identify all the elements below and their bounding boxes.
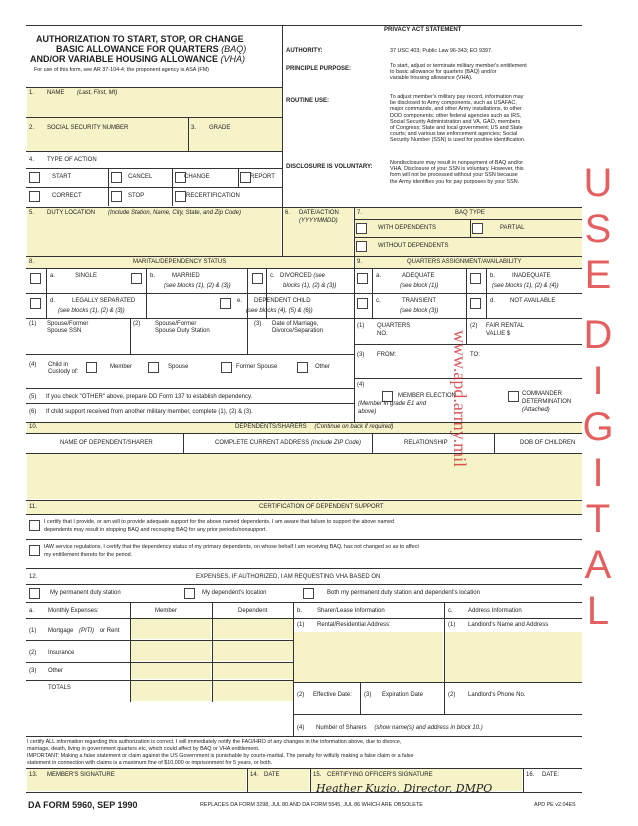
certify-status-checkbox[interactable] <box>29 545 40 556</box>
mortgage-num: (1) <box>29 628 37 634</box>
landlord-name-num: (1) <box>448 622 456 628</box>
custody-member-checkbox[interactable] <box>86 362 97 373</box>
married-label: MARRIED <box>172 273 200 279</box>
name-field[interactable] <box>27 88 282 117</box>
commander-label3: (Attached) <box>522 407 550 413</box>
sharers-num: (4) <box>297 725 305 731</box>
not-available-d: d. <box>490 298 496 304</box>
quarters-title: QUARTERS ASSIGNMENT/AVAILABILITY <box>407 259 522 265</box>
type-of-action-label: TYPE OF ACTION <box>47 157 97 163</box>
fair-rental-label2: VALUE $ <box>486 331 511 337</box>
note5-text: If you check "OTHER" above, prepare DD Form 137 to establish dependency. <box>46 394 253 400</box>
quarters-from-num: (3) <box>357 352 365 358</box>
married-hint: (see blocks (1), (2) & (3)) <box>164 283 231 289</box>
totals-dependent-input[interactable] <box>213 681 293 701</box>
privacy-act-statement <box>284 26 574 206</box>
officer-date-label: DATE: <box>542 772 560 778</box>
separated-checkbox[interactable] <box>30 298 41 309</box>
dependents-title: DEPENDENTS/SHARERS (Continue on back if required) <box>235 424 394 430</box>
baq-type-label: BAQ TYPE <box>455 210 485 216</box>
block8-num: 8. <box>29 259 35 265</box>
landlord-phone-label: Landlord's Phone No. <box>468 692 526 698</box>
certify-status-line1: IAW service regulations, I certify that the dependency status of my primary dependents, on whose behalf I am receiving BAQ, has not changed so as to affect <box>44 544 419 550</box>
certify-support-line1: I certify that I provide, or am will to provide adequate support for the above named dependents. I am aware that failure to support the above named <box>44 519 394 525</box>
ssn-field[interactable] <box>27 118 188 151</box>
apd-url-watermark: www.apd.army.mil <box>450 330 470 468</box>
member-signature-field[interactable] <box>27 769 246 791</box>
block12-num: 12. <box>29 574 38 580</box>
insurance-label: Insurance <box>48 650 75 656</box>
baq-partial-checkbox[interactable] <box>472 223 483 234</box>
single-a: a. <box>50 273 56 279</box>
member-signature-label: MEMBER'S SIGNATURE <box>47 772 115 778</box>
adequate-a: a. <box>376 273 382 279</box>
single-label: SINGLE <box>75 273 98 279</box>
block10-num: 10. <box>29 424 38 430</box>
spouse-duty-label1: Spouse/Former <box>155 321 197 327</box>
separated-hint: (see blocks (1), (2) & (3)) <box>58 308 125 314</box>
other-member-input[interactable] <box>131 663 211 679</box>
rental-address-num: (1) <box>297 622 305 628</box>
duty-location-label: DUTY LOCATION <box>47 210 96 216</box>
vha-pds-label: My permanent duty station <box>50 590 121 596</box>
spouse-ssn-field[interactable] <box>27 319 129 353</box>
use-digital-version-watermark: U S E D I G I T A L <box>582 161 614 633</box>
commander-label1: COMMANDER <box>522 391 562 397</box>
quarters-from-label: FROM: <box>377 352 397 358</box>
sharers-label: Number of Sharers (show name(s) and address in block 10.) <box>316 725 483 731</box>
custody-spouse-label: Spouse <box>168 364 189 370</box>
member-date-label: DATE <box>264 772 280 778</box>
baq-without-dependents-checkbox[interactable] <box>356 241 367 252</box>
duty-location-hint: (Include Station, Name, City, State, and Zip Code) <box>108 210 241 216</box>
baq-with-dependents-checkbox[interactable] <box>356 223 367 234</box>
not-available-checkbox[interactable] <box>470 298 481 309</box>
marriage-date-label1: Date of Marriage, <box>272 321 319 327</box>
disclosure-text: Nondisclosure may result in nonpayment of BAQ and/or VHA. Disclosure of your SSN is voluntary. However, this form will not be processed without your SSN because the Army identifies you for pay purposes by your SSN. <box>390 160 524 185</box>
inadequate-b: b. <box>490 273 496 279</box>
commander-determination-checkbox[interactable] <box>508 391 519 402</box>
vha-pds-checkbox[interactable] <box>29 588 40 599</box>
spouse-ssn-label1: Spouse/Former <box>47 321 89 327</box>
vha-dependent-location-label: My dependent's location <box>202 590 267 596</box>
election-num: (4) <box>357 382 365 388</box>
action-cancel-label: CANCEL <box>128 174 153 180</box>
married-checkbox[interactable] <box>131 273 142 284</box>
expenses-a: a. <box>29 608 35 614</box>
name-label: NAME <box>47 90 65 96</box>
block13-num: 13. <box>29 772 38 778</box>
block11-num: 11. <box>29 504 37 510</box>
other-label: Other <box>48 668 64 674</box>
landlord-phone-num: (2) <box>448 692 456 698</box>
note5-num: (5) <box>29 394 37 400</box>
sharer-b: b. <box>297 608 303 614</box>
effective-date-num: (2) <box>297 692 305 698</box>
routine-text: To adjust member's military pay record, information may be disclosed to Army components, such as USAFAC, major commands, and other Army installations, to other DOD components; other federal agencies such as IRS, Social Security Administration and VA, GAO, members of Congress; State and local government; US and State courts; and various law enforcement agencies; Social Security Number (SSN) is used for positive identification. <box>390 94 526 144</box>
other-dependent-input[interactable] <box>213 663 293 679</box>
rental-address-input[interactable] <box>294 632 443 682</box>
spouse-duty-station-field[interactable] <box>131 319 246 353</box>
purpose-text: To start, adjust or terminate military member's entitlement to basic allowance for quarters (BAQ) and/or variable housing allowance (VHA). <box>390 63 527 82</box>
action-stop-checkbox[interactable] <box>111 191 122 202</box>
custody-former-spouse-label: Former Spouse <box>236 364 278 370</box>
block1-num: 1. <box>29 90 35 96</box>
duty-location-field[interactable] <box>27 208 281 256</box>
certify-status-line2: my entitlement thereto for the period. <box>44 552 133 558</box>
custody-num: (4) <box>29 362 37 368</box>
sharer-label: Sharer/Lease Information <box>317 608 385 614</box>
action-report-label: REPORT <box>250 174 275 180</box>
vha-dependent-location-checkbox[interactable] <box>184 588 195 599</box>
vha-both-checkbox[interactable] <box>303 588 314 599</box>
separated-d: d. <box>50 298 56 304</box>
quarters-no-num: (1) <box>357 323 365 329</box>
custody-label1: Child in <box>48 362 69 368</box>
divorced-label: DIVORCED (see <box>280 273 326 279</box>
address-info-label: Address Information <box>468 608 522 614</box>
totals-label: TOTALS <box>48 685 71 691</box>
officer-date-field[interactable] <box>524 769 582 791</box>
note6-num: (6) <box>29 409 37 415</box>
spouse-ssn-label2: Spouse SSN <box>47 328 82 334</box>
spouse-ssn-num: (1) <box>29 321 37 327</box>
col-relationship-header: RELATIONSHIP <box>404 440 448 446</box>
date-action-field[interactable] <box>283 208 353 256</box>
quarters-no-label2: NO. <box>377 331 388 337</box>
insurance-num: (2) <box>29 650 37 656</box>
certify-all-line2: marriage, death, living in government quarters etc, which could affect by BAQ or VHA entitlement. <box>27 746 260 752</box>
ssn-label: SOCIAL SECURITY NUMBER <box>47 125 129 131</box>
important-line1: IMPORTANT: Making a false statement or claim against the US Government is punishable by courts-martial. The penalty for wilfully making a false claim or a false <box>27 753 414 759</box>
certify-all-line1: I certify ALL information regarding this authorization is correct. I will immediately notify the FAO/HRO of any changes in the information above, due to divorce, <box>27 739 402 745</box>
not-available-label: NOT AVAILABLE <box>510 298 556 304</box>
dependents-header <box>27 423 582 433</box>
transient-hint: (see block (3)) <box>400 308 439 314</box>
adequate-hint: (see block (1)) <box>400 283 439 289</box>
custody-other-checkbox[interactable] <box>297 362 308 373</box>
grade-field[interactable] <box>189 118 282 151</box>
col-member: Member <box>155 608 178 614</box>
block5-num: 5. <box>29 210 35 216</box>
baq-with-dependents-label: WITH DEPENDENTS <box>378 225 437 231</box>
form-id: DA FORM 5960, SEP 1990 <box>28 800 138 810</box>
certify-support-checkbox[interactable] <box>29 520 40 531</box>
spouse-duty-num: (2) <box>133 321 141 327</box>
marital-title: MARITAL/DEPENDENCY STATUS <box>133 259 227 265</box>
block2-num: 2. <box>29 125 35 131</box>
marital-header <box>27 257 353 268</box>
transient-checkbox[interactable] <box>357 298 368 309</box>
version-note: APD PE v2.04ES <box>534 802 576 808</box>
certification-title: CERTIFICATION OF DEPENDENT SUPPORT <box>259 504 384 510</box>
form-title-line3: AND/OR VARIABLE HOUSING ALLOWANCE (VHA) <box>30 54 246 64</box>
rental-address-label: Rental/Residential Address: <box>317 622 391 628</box>
action-recert-checkbox[interactable] <box>175 191 186 202</box>
name-hint: (Last, First, MI) <box>77 90 118 96</box>
expiration-date-num: (3) <box>364 692 372 698</box>
custody-label2: Custody of: <box>48 369 79 375</box>
block14-num: 14. <box>250 772 259 778</box>
mortgage-label: Mortgage (PITI) or Rent <box>48 628 120 634</box>
other-num: (3) <box>29 668 37 674</box>
landlord-name-label: Landlord's Name and Address <box>468 622 549 628</box>
action-cancel-checkbox[interactable] <box>111 172 122 183</box>
spouse-duty-label2: Spouse Duty Station <box>155 328 210 334</box>
block7-num: 7. <box>357 210 363 216</box>
vha-both-label: Both my permanent duty station and dependent's location <box>327 590 480 596</box>
custody-spouse-checkbox[interactable] <box>148 362 159 373</box>
officer-signature-label: CERTIFYING OFFICER'S SIGNATURE <box>327 772 433 778</box>
totals-member-input[interactable] <box>131 681 211 701</box>
divorced-hint: blocks (1), (2) & (3)) <box>283 283 337 289</box>
action-start-label: START <box>52 174 72 180</box>
married-b: b. <box>150 273 156 279</box>
effective-date-label: Effective Date: <box>313 692 352 698</box>
important-line2: statement in connection with claims is a maximum fine of $10,000 or imprisonment for 5 years, or both. <box>27 760 273 766</box>
baq-without-dependents-label: WITHOUT DEPENDENTS <box>378 243 449 249</box>
inadequate-label: INADEQUATE <box>512 273 551 279</box>
single-checkbox[interactable] <box>30 273 41 284</box>
certification-header <box>27 501 582 514</box>
block15-num: 15. <box>313 772 322 778</box>
quarters-to-label: TO: <box>470 352 480 358</box>
member-election-hint2: above) <box>358 409 377 415</box>
adequate-label: ADEQUATE <box>402 273 435 279</box>
fair-rental-label1: FAIR RENTAL <box>486 323 525 329</box>
member-date-field[interactable] <box>248 769 309 791</box>
block3-num: 3. <box>191 125 197 131</box>
form-title-line2: BASIC ALLOWANCE FOR QUARTERS (BAQ) <box>56 44 247 54</box>
form-subtitle: For use of this form, see AR 37-104-4; the proponent agency is ASA (FM) <box>34 67 209 73</box>
transient-label: TRANSIENT <box>402 298 437 304</box>
mortgage-member-input[interactable] <box>131 619 211 639</box>
insurance-dependent-input[interactable] <box>213 641 293 661</box>
disclosure-label: DISCLOSURE IS VOLUNTARY: <box>286 164 373 170</box>
insurance-member-input[interactable] <box>131 641 211 661</box>
col-address-header: COMPLETE CURRENT ADDRESS (Include ZIP Code) <box>215 440 362 446</box>
action-stop-label: STOP <box>128 193 145 199</box>
marriage-date-label2: Divorce/Separation <box>272 328 324 334</box>
purpose-label: PRINCIPLE PURPOSE: <box>286 66 352 72</box>
adequate-checkbox[interactable] <box>357 273 368 284</box>
block6-num: 6. <box>285 210 291 216</box>
action-recert-label: RECERTIFICATION <box>186 193 240 199</box>
commander-label2: DETERMINATION <box>522 399 572 405</box>
vha-title: EXPENSES, IF AUTHORIZED, I AM REQUESTING VHA BASED ON <box>196 574 381 580</box>
expiration-date-label: Expiration Date <box>382 692 424 698</box>
quarters-no-label1: QUARTERS <box>377 323 411 329</box>
transient-c: c. <box>376 298 381 304</box>
replaces-note: REPLACES DA FORM 3298, JUL 80 AND DA FORM 5545, JUL 86 WHICH ARE OBSOLETE <box>200 802 423 808</box>
col-dependent: Dependent <box>238 608 268 614</box>
baq-partial-label: PARTIAL <box>500 225 525 231</box>
block16-num: 16. <box>526 772 535 778</box>
authority-label: AUTHORITY: <box>286 48 323 54</box>
note6-text: If child support received from another military member, complete (1), (2) & (3). <box>46 409 253 415</box>
dependent-child-hint: (see blocks (4), (5) & (6)) <box>246 308 313 314</box>
authority-value: 37 USC 403; Public Law 96-343; EO 9397. <box>390 48 493 54</box>
inadequate-hint: (see blocks (1), (2) & (4)) <box>492 283 559 289</box>
privacy-title: PRIVACY ACT STATEMENT <box>384 27 462 33</box>
certify-support-line2: dependents may result in stopping BAQ and recouping BAQ for any prior periods/nonsupport. <box>44 527 267 533</box>
custody-other-label: Other <box>315 364 331 370</box>
dependent-child-label: DEPENDENT CHILD <box>254 298 311 304</box>
member-election-hint1: (Member in grade E1 and <box>358 401 427 407</box>
expenses-label: Monthly Expenses: <box>48 608 99 614</box>
action-start-checkbox[interactable] <box>29 172 40 183</box>
block4-num: 4. <box>29 157 35 163</box>
landlord-address-input[interactable] <box>445 632 582 682</box>
fair-rental-num: (2) <box>470 323 478 329</box>
officer-signature: Heather Kuzio, Director, DMPO <box>316 782 493 795</box>
block9-num: 9. <box>357 259 363 265</box>
dependents-table-body[interactable] <box>27 454 582 499</box>
action-change-label: CHANGE <box>184 174 210 180</box>
action-correct-label: CORRECT <box>52 193 82 199</box>
marriage-date-field[interactable] <box>248 319 353 353</box>
dependent-child-checkbox[interactable] <box>220 298 231 309</box>
date-action-hint: (YYYYMMDD) <box>299 218 338 224</box>
dependent-child-e: e. <box>237 298 243 304</box>
marriage-date-num: (3) <box>254 321 262 327</box>
custody-former-spouse-checkbox[interactable] <box>221 362 232 373</box>
inadequate-checkbox[interactable] <box>470 273 481 284</box>
form-header <box>26 30 282 90</box>
divorced-checkbox[interactable] <box>252 273 263 284</box>
separated-label: LEGALLY SEPARATED <box>72 298 136 304</box>
grade-label: GRADE <box>209 125 231 131</box>
action-correct-checkbox[interactable] <box>29 191 40 202</box>
custody-member-label: Member <box>110 364 133 370</box>
quarters-header <box>355 257 582 268</box>
divorced-c: c. <box>270 273 275 279</box>
address-info-c: c. <box>448 608 453 614</box>
date-action-label: DATE/ACTION <box>299 210 339 216</box>
member-election-label: MEMBER ELECTION <box>398 393 457 399</box>
col-dob-header: DOB OF CHILDREN <box>520 440 576 446</box>
form-title-line1: AUTHORIZATION TO START, STOP, OR CHANGE <box>36 34 244 44</box>
mortgage-dependent-input[interactable] <box>213 619 293 639</box>
routine-label: ROUTINE USE: <box>286 98 330 104</box>
col-name-header: NAME OF DEPENDENT/SHARER <box>60 440 153 446</box>
